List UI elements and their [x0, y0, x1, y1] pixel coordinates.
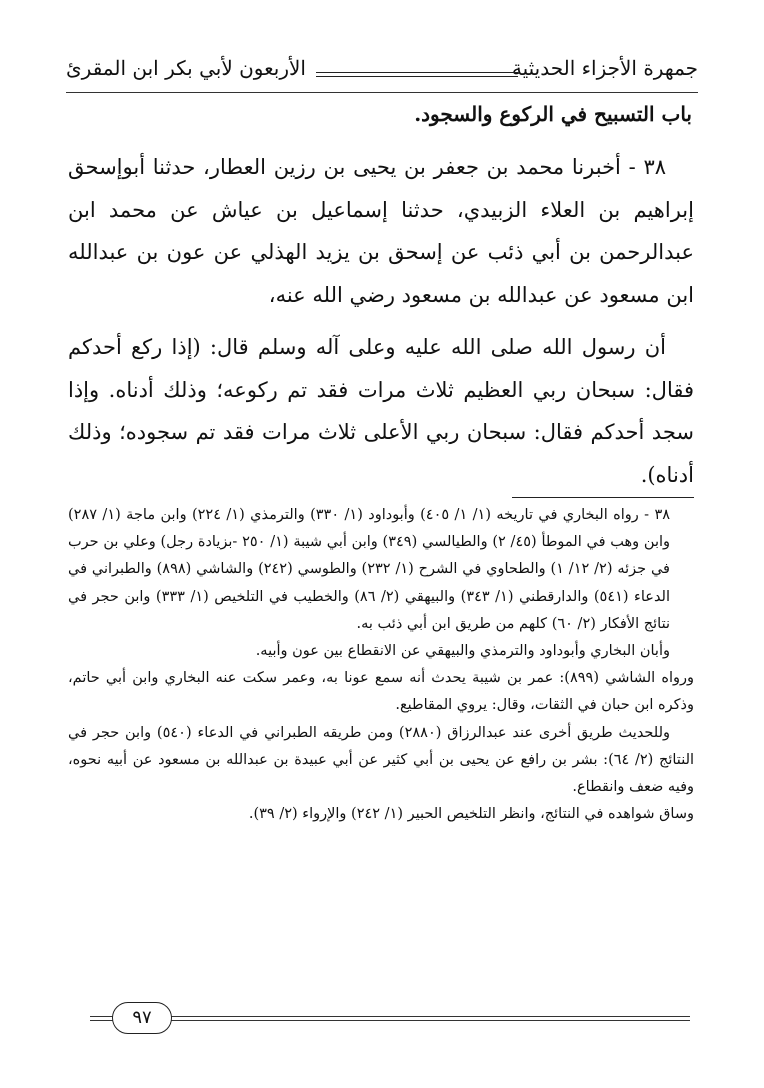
hadith-text: أن رسول الله صلى الله عليه وعلى آله وسلم قال: (إذا ركع أحدكم فقال: سبحان ربي العظيم ثلاث مرات فقد تم ركوعه؛ وذلك أدناه. وإذا سجد أحدكم فقال: سبحان ربي الأعلى ثلاث مرات فقد تم سجوده؛ وذلك أدناه). [68, 335, 694, 487]
running-header [66, 52, 698, 98]
footnote-note-bukhari: وأبان البخاري وأبوداود والترمذي والبيهقي عن الانقطاع بين عون وأبيه. [255, 643, 670, 660]
page-footer [90, 1000, 690, 1040]
footnote-note-witnesses: وساق شواهده في النتائج، وانظر التلخيص الحبير (١/ ٢٤٢) والإرواء (٢/ ٣٩). [248, 806, 694, 823]
main-text [68, 146, 694, 496]
footnote-sources: ٣٨ - رواه البخاري في تاريخه (١/ ١/ ٤٠٥) وأبوداود (١/ ٣٣٠) والترمذي (١/ ٢٢٤) وابن ماجة (١/ ٢٨٧) وابن وهب في الموطأ (٤٥/ ٢) والطيالسي (٣٤٩) وابن أبي شيبة (١/ ٢٥٠ -بزيادة رجل) وعلي بن حرب في جزئه (٢/ ١٢/ ١) والطحاوي في الشرح (١/ ٢٣٢) والطوسي (٢٤٢) والشاشي (٨٩٨) والطبراني في الدعاء (٥٤١) والدارقطني (١/ ٣٤٣) والبيهقي (٢/ ٨٦) والخطيب في التلخيص (١/ ٣٣٣) وابن حجر في نتائج الأفكار (٢/ ٦٠) كلهم من طريق ابن أبي ذئب به. [68, 507, 671, 632]
footer-rule-top [90, 1016, 690, 1017]
page-number: ٩٧ [112, 1002, 172, 1034]
footnotes [68, 502, 694, 828]
footnote-note-shashi: ورواه الشاشي (٨٩٩): عمر بن شيبة يحدث أنه سمع عونا به، وعمر سكت عنه البخاري وابن أبي حاتم، وذكره ابن حبان في الثقات، وقال: يروي المقاطيع. [68, 670, 694, 714]
hadith-chain: ٣٨ - أخبرنا محمد بن جعفر بن يحيى بن رزين العطار، حدثنا أبوإسحق إبراهيم بن العلاء الزبيدي، حدثنا إسماعيل بن عياش عن محمد ابن عبدالرحمن بن أبي ذئب عن إسحق بن يزيد الهذلي عن عون بن عبدالله ابن مسعود عن عبدالله بن مسعود رضي الله عنه، [68, 155, 694, 307]
part-title: الأربعون لأبي بكر ابن المقرئ [66, 56, 306, 80]
footnote-note-other-path: وللحديث طريق أخرى عند عبدالرزاق (٢٨٨٠) ومن طريقه الطبراني في الدعاء (٥٤٠) وابن حجر في النتائج (٢/ ٦٤): بشر بن رافع عن يحيى بن أبي كثير عن أبي عبيدة بن عبدالله بن مسعود عن أبيه نحوه، وفيه ضعف وانقطاع. [68, 724, 695, 796]
book-title: جمهرة الأجزاء الحديثية [511, 56, 698, 80]
footnote-separator [512, 497, 694, 498]
header-underline [66, 92, 698, 93]
footer-rule-bottom [90, 1020, 690, 1021]
header-rule [316, 72, 518, 77]
chapter-title: باب التسبيح في الركوع والسجود. [414, 102, 692, 126]
